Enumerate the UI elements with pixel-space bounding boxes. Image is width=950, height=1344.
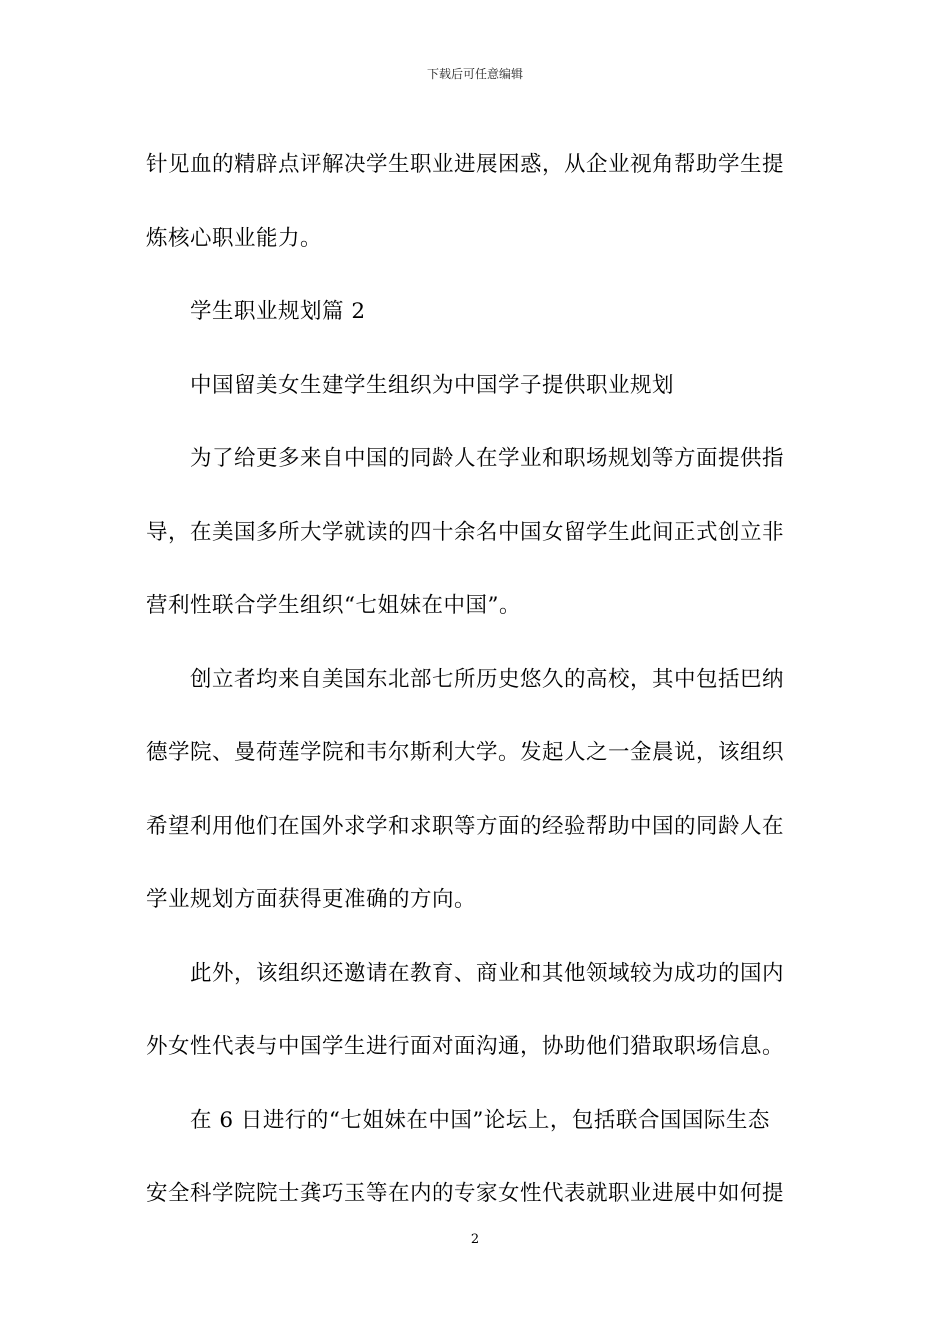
article-title: 中国留美女生建学生组织为中国学子提供职业规划 bbox=[190, 372, 675, 398]
document-body bbox=[146, 128, 806, 1231]
text-line: 营利性联合学生组织“七姐妹在中国”。 bbox=[146, 593, 521, 618]
section-heading: 学生职业规划篇 2 bbox=[190, 299, 366, 324]
text-line: 希望利用他们在国外求学和求职等方面的经验帮助中国的同龄人在 bbox=[146, 813, 785, 839]
page-footer bbox=[0, 1232, 950, 1248]
text-line: 为了给更多来自中国的同龄人在学业和职场规划等方面提供指 bbox=[190, 446, 785, 471]
text-line: 炼核心职业能力。 bbox=[146, 225, 323, 251]
text-line: 导，在美国多所大学就读的四十余名中国女留学生此间正式创立非 bbox=[146, 519, 785, 545]
page-number: 2 bbox=[470, 1232, 480, 1247]
text-line: 针见血的精辟点评解决学生职业进展困惑，从企业视角帮助学生提 bbox=[146, 152, 785, 177]
text-line: 创立者均来自美国东北部七所历史悠久的高校，其中包括巴纳 bbox=[190, 666, 785, 692]
text-line: 外女性代表与中国学生进行面对面沟通，协助他们猎取职场信息。 bbox=[146, 1034, 785, 1059]
text-line: 德学院、曼荷莲学院和韦尔斯利大学。发起人之一金晨说，该组织 bbox=[146, 740, 785, 765]
text-line: 学业规划方面获得更准确的方向。 bbox=[146, 887, 477, 912]
header-text: 下载后可任意编辑 bbox=[426, 67, 523, 81]
text-line: 此外，该组织还邀请在教育、商业和其他领域较为成功的国内 bbox=[190, 960, 785, 986]
text-line: 安全科学院院士龚巧玉等在内的专家女性代表就职业进展中如何提 bbox=[146, 1181, 785, 1206]
text-line: 在 6 日进行的“七姐妹在中国”论坛上，包括联合国国际生态 bbox=[190, 1107, 770, 1133]
page-header bbox=[0, 66, 950, 82]
